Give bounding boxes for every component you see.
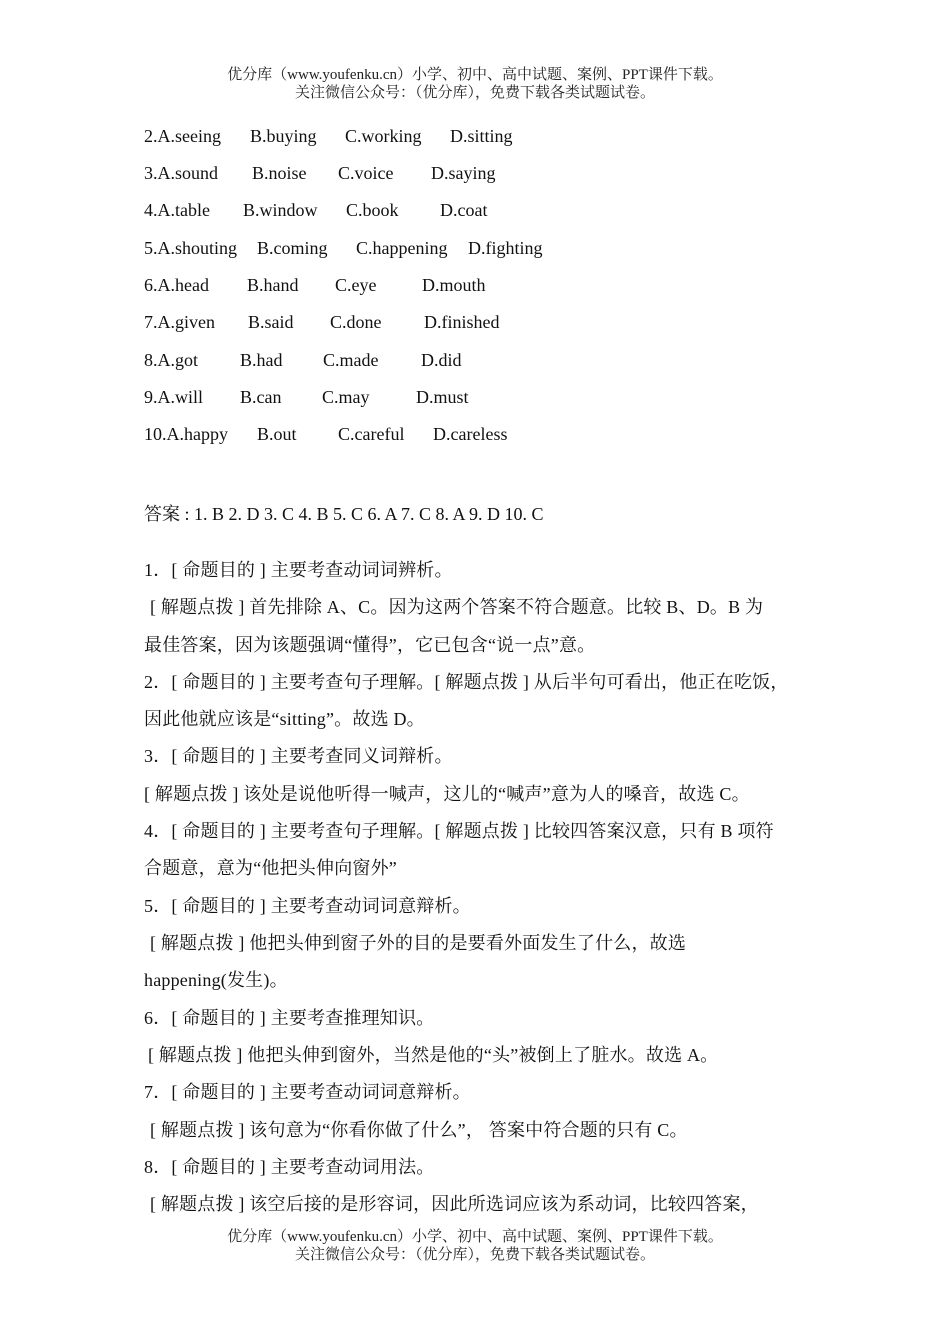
option-a: 7.A.given <box>144 312 215 332</box>
option-a: 6.A.head <box>144 275 209 295</box>
option-b: B.said <box>248 312 294 332</box>
option-b: B.out <box>257 424 297 444</box>
option-b: B.coming <box>257 238 328 258</box>
explanation-line: [ 解题点拨 ] 他把头伸到窗外，当然是他的“头”被倒上了脏水。故选 A。 <box>148 1045 719 1065</box>
option-a: 9.A.will <box>144 387 204 407</box>
explanation-line: 7．[ 命题目的 ] 主要考查动词词意辩析。 <box>144 1082 471 1102</box>
option-d: D.sitting <box>450 126 513 146</box>
explanation-line: [ 解题点拨 ] 他把头伸到窗子外的目的是要看外面发生了什么，故选 <box>150 933 687 953</box>
option-d: D.mouth <box>422 275 486 295</box>
option-d: D.finished <box>424 312 500 332</box>
option-row <box>144 126 513 147</box>
option-row <box>144 350 462 371</box>
explanation-line: 2．[ 命题目的 ] 主要考查句子理解。[ 解题点拨 ] 从后半句可看出，他正在吃饭， <box>144 672 789 692</box>
explanation-line: [ 解题点拨 ] 该空后接的是形容词，因此所选词应该为系动词，比较四答案， <box>150 1194 759 1214</box>
option-row <box>144 200 487 221</box>
option-a: 3.A.sound <box>144 163 219 183</box>
option-b: B.buying <box>250 126 317 146</box>
option-c: C.made <box>323 350 379 370</box>
option-row <box>144 424 507 445</box>
option-a: 5.A.shouting <box>144 238 238 258</box>
option-c: C.happening <box>356 238 448 258</box>
option-b: B.hand <box>247 275 299 295</box>
option-a: 8.A.got <box>144 350 198 370</box>
answer-key: 答案 : 1. B 2. D 3. C 4. B 5. C 6. A 7. C 8. A 9. D 10. C <box>144 504 544 524</box>
explanation-line: [ 解题点拨 ] 首先排除 A、C。因为这两个答案不符合题意。比较 B、D。B 为 <box>150 597 764 617</box>
explanation-line: 因此他就应该是“sitting”。故选 D。 <box>144 709 425 729</box>
option-c: C.may <box>322 387 370 407</box>
option-b: B.can <box>240 387 282 407</box>
explanation-line: 合题意，意为“他把头伸向窗外” <box>144 858 397 878</box>
option-a: 4.A.table <box>144 200 210 220</box>
option-row <box>144 275 486 296</box>
option-c: C.done <box>330 312 382 332</box>
option-c: C.book <box>346 200 399 220</box>
explanation-line: [ 解题点拨 ] 该处是说他听得一喊声，这儿的“喊声”意为人的嗓音，故选 C。 <box>144 784 750 804</box>
option-a: 10.A.happy <box>144 424 228 444</box>
explanation-line: 1．[ 命题目的 ] 主要考查动词词辨析。 <box>144 560 453 580</box>
explanation-line: 8．[ 命题目的 ] 主要考查动词用法。 <box>144 1157 435 1177</box>
explanation-line: 3．[ 命题目的 ] 主要考查同义词辩析。 <box>144 746 453 766</box>
option-d: D.coat <box>440 200 488 220</box>
option-row <box>144 312 500 333</box>
explanation-line: 5．[ 命题目的 ] 主要考查动词词意辩析。 <box>144 896 471 916</box>
option-row <box>144 238 543 259</box>
option-d: D.saying <box>431 163 496 183</box>
option-b: B.had <box>240 350 283 370</box>
header-line-1: 优分库（www.youfenku.cn）小学、初中、高中试题、案例、PPT课件下载。 <box>227 67 723 83</box>
explanation-line: [ 解题点拨 ] 该句意为“你看你做了什么”， 答案中符合题的只有 C。 <box>150 1120 688 1140</box>
option-c: C.eye <box>335 275 377 295</box>
option-c: C.working <box>345 126 422 146</box>
header-line-2: 关注微信公众号：（优分库），免费下载各类试题试卷。 <box>294 85 655 101</box>
option-c: C.voice <box>338 163 394 183</box>
explanation-line: happening(发生)。 <box>144 970 288 990</box>
explanation-line: 最佳答案，因为该题强调“懂得”，它已包含“说一点”意。 <box>144 635 596 655</box>
page-footer <box>0 1228 950 1264</box>
footer-line-1: 优分库（www.youfenku.cn）小学、初中、高中试题、案例、PPT课件下载。 <box>227 1229 723 1245</box>
option-b: B.window <box>243 200 318 220</box>
page-header <box>0 66 950 102</box>
option-row <box>144 387 469 408</box>
option-d: D.must <box>416 387 469 407</box>
option-d: D.did <box>421 350 462 370</box>
explanation-line: 4．[ 命题目的 ] 主要考查句子理解。[ 解题点拨 ] 比较四答案汉意，只有 B 项符 <box>144 821 774 841</box>
explanation-line: 6．[ 命题目的 ] 主要考查推理知识。 <box>144 1008 435 1028</box>
option-c: C.careful <box>338 424 405 444</box>
option-b: B.noise <box>252 163 307 183</box>
footer-line-2: 关注微信公众号：（优分库），免费下载各类试题试卷。 <box>294 1247 655 1263</box>
option-d: D.fighting <box>468 238 543 258</box>
option-d: D.careless <box>433 424 508 444</box>
option-a: 2.A.seeing <box>144 126 221 146</box>
option-row <box>144 163 496 184</box>
